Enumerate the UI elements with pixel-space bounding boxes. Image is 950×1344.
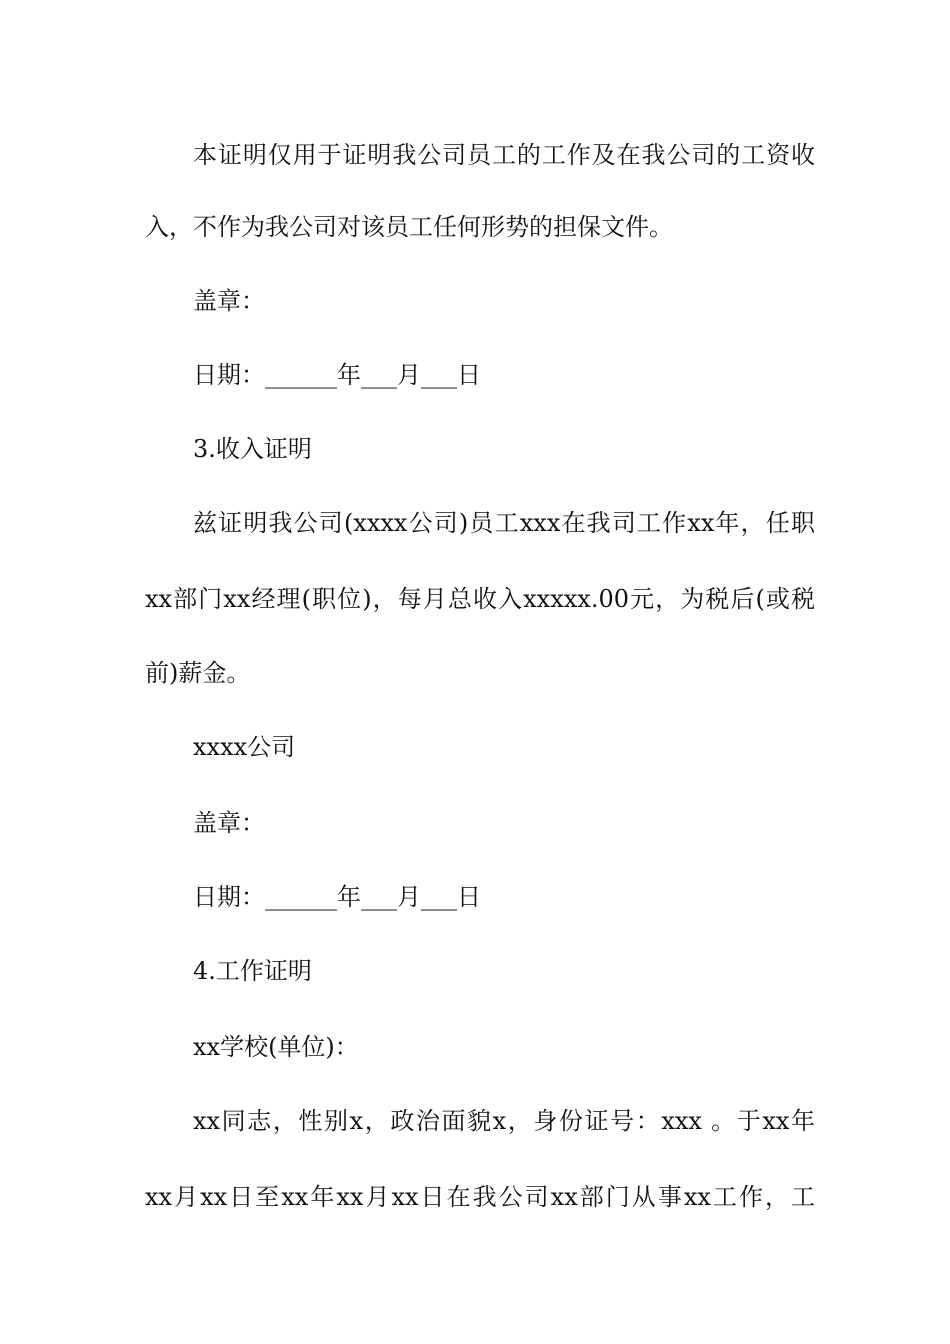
seal-label-1: 盖章： — [193, 287, 265, 315]
income-paragraph-line-1: 兹证明我公司(xxxx公司)员工xxx在我司工作xx年，任职 — [193, 509, 815, 537]
company-name: xxxx公司 — [193, 733, 296, 761]
section-heading-work: 4.工作证明 — [193, 957, 312, 985]
income-paragraph-line-3: 前)薪金。 — [145, 659, 251, 687]
recipient-line: xx学校(单位)： — [193, 1033, 359, 1061]
date-line-1: 日期：______年___月___日 — [193, 361, 481, 389]
paragraph-1-line-2: 入，不作为我公司对该员工任何形势的担保文件。 — [145, 213, 673, 241]
date-line-2: 日期：______年___月___日 — [193, 883, 481, 911]
section-heading-income: 3.收入证明 — [193, 435, 312, 463]
income-paragraph-line-2: xx部门xx经理(职位)，每月总收入xxxxx.00元，为税后(或税 — [145, 585, 815, 613]
work-paragraph-line-2: xx月xx日至xx年xx月xx日在我公司xx部门从事xx工作，工 — [145, 1183, 815, 1211]
seal-label-2: 盖章： — [193, 809, 265, 837]
work-paragraph-line-1: xx同志，性别x，政治面貌x，身份证号：xxx 。于xx年 — [193, 1107, 815, 1135]
paragraph-1-line-1: 本证明仅用于证明我公司员工的工作及在我公司的工资收 — [193, 141, 815, 169]
